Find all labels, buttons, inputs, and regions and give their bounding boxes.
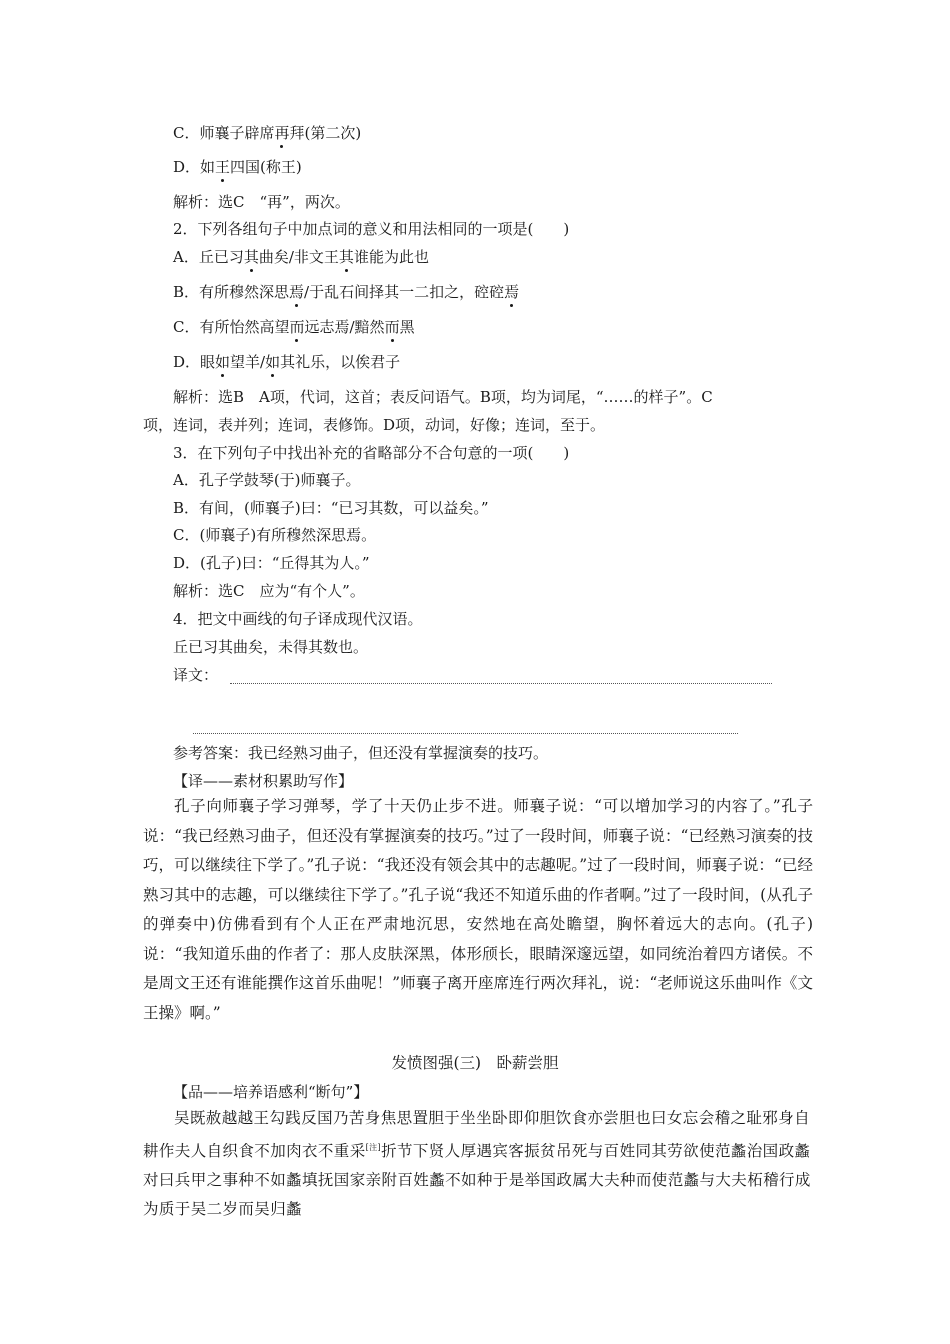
option-text: 其礼乐，以俟君子: [280, 353, 401, 371]
dotted-word: 其: [338, 248, 354, 266]
answer-blank-line: [230, 683, 772, 684]
q3-option-b: B．有间，(师襄子)曰：“已习其数，可以益矣。”: [173, 499, 489, 517]
option-text: 黑: [399, 318, 415, 336]
translation-label: 译文：: [173, 666, 219, 684]
option-text: 谁能为此也: [353, 248, 429, 266]
dotted-word: 再: [274, 124, 290, 142]
option-text: 望羊/: [230, 353, 266, 371]
q1-option-d: [173, 158, 302, 176]
option-text: 远志焉/黯然: [304, 318, 385, 336]
classical-text-part: 折节下贤人厚遇宾客振贫吊死与百姓同其劳欲使范蠡治国政蠡对曰兵甲之事种不如蠡填抚国家亲附百姓蠡不如种于是举国政属大夫种而使范蠡与大夫柘稽行成为质于吴二岁而吴归蠡: [143, 1142, 811, 1219]
classical-text: [143, 1104, 813, 1224]
translation-heading: 【译——素材积累助写作】: [173, 772, 354, 790]
option-text: D．眼: [173, 353, 216, 371]
q2-option-a: [173, 248, 429, 266]
q3-option-c: C．(师襄子)有所穆然深思焉。: [173, 526, 377, 544]
dotted-word: 而: [384, 318, 400, 336]
q1-option-c: [173, 124, 361, 142]
q2-analysis-line2: 项，连词，表并列；连词，表修饰。D项，动词，好像；连词，至于。: [143, 416, 606, 434]
dotted-word: 如: [265, 353, 281, 371]
q3-stem: 3．在下列句子中找出补充的省略部分不合句意的一项( ): [173, 444, 570, 462]
dotted-word: 王: [215, 158, 231, 176]
option-text: 拜(第二次): [289, 124, 362, 142]
q2-option-d: [173, 353, 400, 371]
reference-answer: 参考答案：我已经熟习曲子，但还没有掌握演奏的技巧。: [173, 744, 549, 762]
option-text: D．如: [173, 158, 216, 176]
dotted-word: 如: [215, 353, 231, 371]
classical-text-part: 吴既赦越越王勾践反国乃苦身焦思置胆于坐坐卧即仰胆饮食亦尝胆也曰女忘会稽之耻邪身自耕作夫人自织食不加肉衣不重采: [143, 1109, 811, 1161]
translation-body: 孔子向师襄子学习弹琴，学了十天仍止步不进。师襄子说：“可以增加学习的内容了。”孔子说：“我已经熟习曲子，但还没有掌握演奏的技巧。”过了一段时间，师襄子说：“已经熟习演奏的技巧，可以继续往下学了。”孔子说：“我还没有领会其中的志趣呢。”过了一段时间，师襄子说：“已经熟习其中的志趣，可以继续往下学了。”孔子说“我还不知道乐曲的作者啊。”过了一段时间，(从孔子的弹奏中)仿佛看到有个人正在严肃地沉思，安然地在高处瞻望，胸怀着远大的志向。(孔子)说：“我知道乐曲的作者了：那人皮肤深黑，体形颀长，眼睛深邃远望，如同统治着四方诸侯。不是周文王还有谁能撰作这首乐曲呢！”师襄子离开座席连行两次拜礼，说：“老师说这乐曲叫作《文王操》啊。”: [143, 797, 813, 1022]
q2-option-c: [173, 318, 415, 336]
q2-stem: 2．下列各组句子中加点词的意义和用法相同的一项是( ): [173, 220, 570, 238]
option-text: 四国(称王): [230, 158, 302, 176]
q1-analysis: 解析：选C “再”，两次。: [173, 193, 350, 211]
option-text: B．有所穆然深思: [173, 283, 290, 301]
dotted-word: 焉: [289, 283, 305, 301]
q4-sentence: 丘已习其曲矣，未得其数也。: [173, 638, 369, 656]
section-title: 发愤图强(三) 卧薪尝胆: [391, 1054, 559, 1072]
footnote-marker: [注]: [365, 1143, 382, 1152]
q4-stem: 4．把文中画线的句子译成现代汉语。: [173, 610, 423, 628]
q2-option-b: [173, 283, 519, 301]
option-text: C．师襄子辟席: [173, 124, 275, 142]
q3-option-a: A．孔子学鼓琴(于)师襄子。: [173, 471, 361, 489]
dotted-word: 其: [243, 248, 259, 266]
q2-analysis-line1: 解析：选B A项，代词，这首；表反问语气。B项，均为词尾，“……的样子”。C: [173, 388, 713, 406]
option-text: 曲矣/非文王: [258, 248, 339, 266]
dotted-word: 焉: [504, 283, 520, 301]
option-text: /于乱石间择其一二扣之，硿硿: [304, 283, 505, 301]
option-text: C．有所怡然高望: [173, 318, 290, 336]
q3-option-d: D．(孔子)曰：“丘得其为人。”: [173, 554, 370, 572]
section-heading: 【品——培养语感利“断句”】: [173, 1083, 369, 1101]
option-text: A．丘已习: [173, 248, 244, 266]
dotted-word: 而: [289, 318, 305, 336]
q3-analysis: 解析：选C 应为“有个人”。: [173, 582, 365, 600]
answer-blank-line: [193, 733, 738, 734]
